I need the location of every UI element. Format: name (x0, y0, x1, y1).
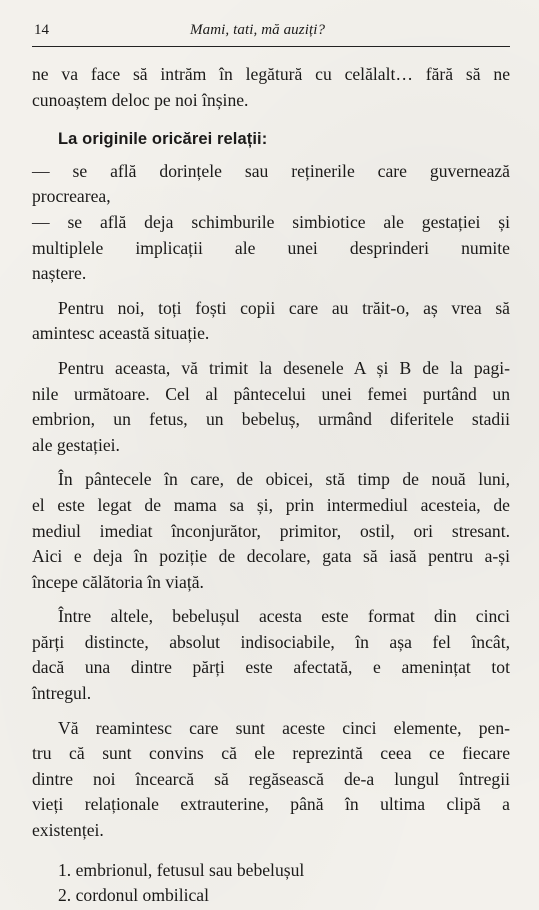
text-line: dintre noi încearcă să regăsească de-a lungul întregii (32, 768, 510, 789)
text-line: Pentru aceasta, vă trimit la desenele A și B de la pagi- (58, 357, 510, 378)
page-body (32, 62, 510, 909)
text-line: nile următoare. Cel al pântecelui unei femei purtând un (32, 383, 510, 404)
running-title: Mami, tati, mă auziți? (190, 22, 326, 38)
text-line: întregul. (32, 683, 92, 704)
text-line: ale gestației. (32, 434, 120, 455)
list-item: 2. cordonul ombilical (58, 885, 209, 906)
text-line: tru că sunt convins că ele reprezintă ceea ce fiecare (32, 743, 510, 764)
text-line: începe călătoria în viață. (32, 571, 204, 592)
text-line: Aici e deja în poziție de decolare, gata să iasă pentru a-și (32, 546, 510, 567)
text-line: naștere. (32, 263, 87, 284)
text-line: cunoaștem deloc pe noi înșine. (32, 89, 249, 110)
text-line: procrearea, (32, 186, 111, 207)
list-item: 1. embrionul, fetusul sau bebelușul (58, 859, 305, 880)
text-line: ne va face să intrăm în legătură cu celălalt… fără să ne (32, 64, 510, 84)
text-line: — se află deja schimburile simbiotice ale gestației și (32, 211, 510, 232)
text-line: existenței. (32, 820, 104, 841)
text-line: — se află dorințele sau reținerile care guvernează (32, 160, 510, 181)
text-line: vieți relaționale extrauterine, până în ultima clipă a (32, 794, 510, 815)
text-line: Vă reamintesc care sunt aceste cinci elemente, pen- (58, 717, 510, 738)
text-line: el este legat de mama sa și, prin intermediul acesteia, de (32, 494, 510, 515)
section-heading: La originile oricărei relații: (58, 130, 268, 149)
text-line: multiplele implicații ale unei desprinderi numite (32, 237, 510, 258)
page-number: 14 (34, 22, 49, 38)
text-line: În pântecele în care, de obicei, stă timp de nouă luni, (58, 469, 510, 490)
text-line: părți distincte, absolut indisociabile, în așa fel încât, (32, 631, 510, 652)
text-line: Între altele, bebelușul acesta este format din cinci (58, 606, 510, 627)
text-line: Pentru noi, toți foști copii care au trăit-o, aș vrea să (58, 297, 510, 318)
text-line: amintesc această situație. (32, 323, 210, 344)
page-header (32, 20, 510, 47)
text-line: dacă una dintre părți este afectată, e amenințat tot (32, 657, 510, 678)
text-line: mediul imediat înconjurător, primitor, ostil, ori stresant. (32, 520, 510, 541)
text-line: embrion, un fetus, un bebeluș, urmând diferitele stadii (32, 409, 510, 430)
